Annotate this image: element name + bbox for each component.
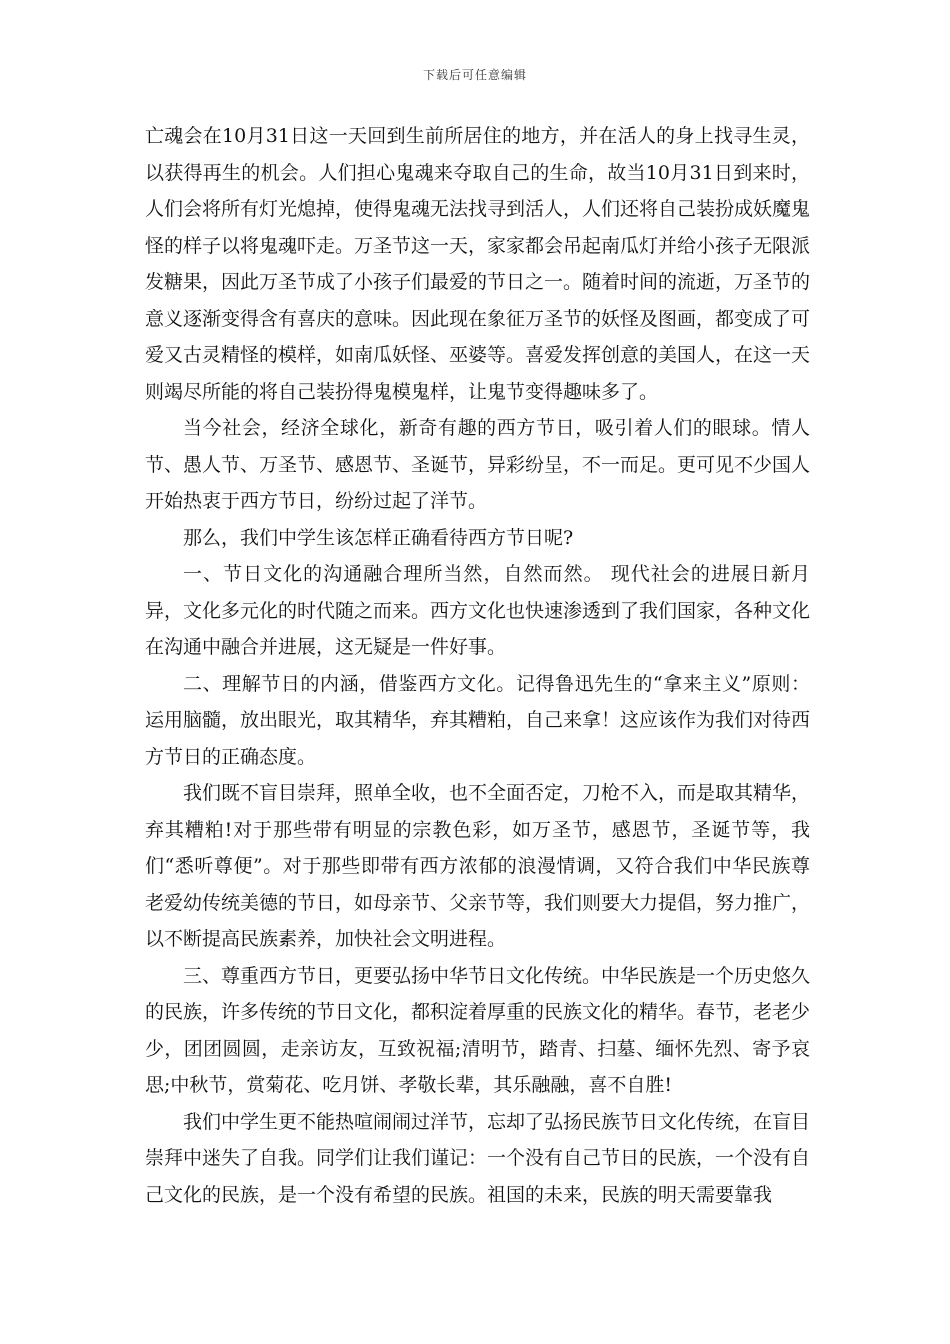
paragraph-western-holidays-trend: 当今社会，经济全球化，新奇有趣的西方节日，吸引着人们的眼球。情人节、愚人节、万圣节、感恩节、圣诞节，异彩纷呈，不一而足。更可见不少国人开始热衷于西方节日，纷纷过起了洋节。: [145, 417, 811, 512]
paragraph-point-one: 一、节日文化的沟通融合理所当然，自然而然。 现代社会的进展日新月异，文化多元化的时代随之而来。西方文化也快速渗透到了我们国家，各种文化在沟通中融合并进展，这无疑是一件好事。: [145, 563, 811, 658]
document-body: [145, 118, 810, 1213]
paragraph-point-three: 三、尊重西方节日，更要弘扬中华节日文化传统。中华民族是一个历史悠久的民族，许多传统的节日文化，都积淀着厚重的民族文化的精华。春节，老老少少，团团圆圆，走亲访友，互致祝福;清明节，踏青、扫墓、缅怀先烈、寄予哀思;中秋节，赏菊花、吃月饼、孝敬长辈，其乐融融，喜不自胜!: [145, 964, 811, 1096]
paragraph-attitude: 我们既不盲目崇拜，照单全收，也不全面否定，刀枪不入，而是取其精华，弃其糟粕!对于那些带有明显的宗教色彩，如万圣节，感恩节，圣诞节等，我们“悉听尊便”。对于那些即带有西方浓郁的浪漫情调，又符合我们中华民族尊老爱幼传统美德的节日，如母亲节、父亲节等，我们则要大力提倡，努力推广，以不断提高民族素养，加快社会文明进程。: [145, 782, 811, 950]
page-header: 下载后可任意编辑: [422, 68, 527, 82]
paragraph-point-two: 二、理解节日的内涵，借鉴西方文化。记得鲁迅先生的“拿来主义”原则：运用脑髓，放出眼光，取其精华，弃其糟粕，自己来拿！这应该作为我们对待西方节日的正确态度。: [145, 672, 811, 768]
paragraph-halloween-origin: 亡魂会在10月31日这一天回到生前所居住的地方，并在活人的身上找寻生灵，以获得再生的机会。人们担心鬼魂来夺取自己的生命，故当10月31日到来时，人们会将所有灯光熄掉，使得鬼魂无法找寻到活人，人们还将自己装扮成妖魔鬼怪的样子以将鬼魂吓走。万圣节这一天，家家都会吊起南瓜灯并给小孩子无限派发糖果，因此万圣节成了小孩子们最爱的节日之一。随着时间的流逝，万圣节的意义逐渐变得含有喜庆的意味。因此现在象征万圣节的妖怪及图画，都变成了可爱又古灵精怪的模样，如南瓜妖怪、巫婆等。喜爱发挥创意的美国人，在这一天则竭尽所能的将自己装扮得鬼模鬼样，让鬼节变得趣味多了。: [145, 125, 811, 403]
paragraph-conclusion: 我们中学生更不能热喧闹闹过洋节，忘却了弘扬民族节日文化传统，在盲目崇拜中迷失了自我。同学们让我们谨记：一个没有自己节日的民族，一个没有自己文化的民族，是一个没有希望的民族。祖国的未来，民族的明天需要靠我: [145, 1110, 811, 1206]
paragraph-question: 那么，我们中学生该怎样正确看待西方节日呢?: [183, 526, 574, 549]
